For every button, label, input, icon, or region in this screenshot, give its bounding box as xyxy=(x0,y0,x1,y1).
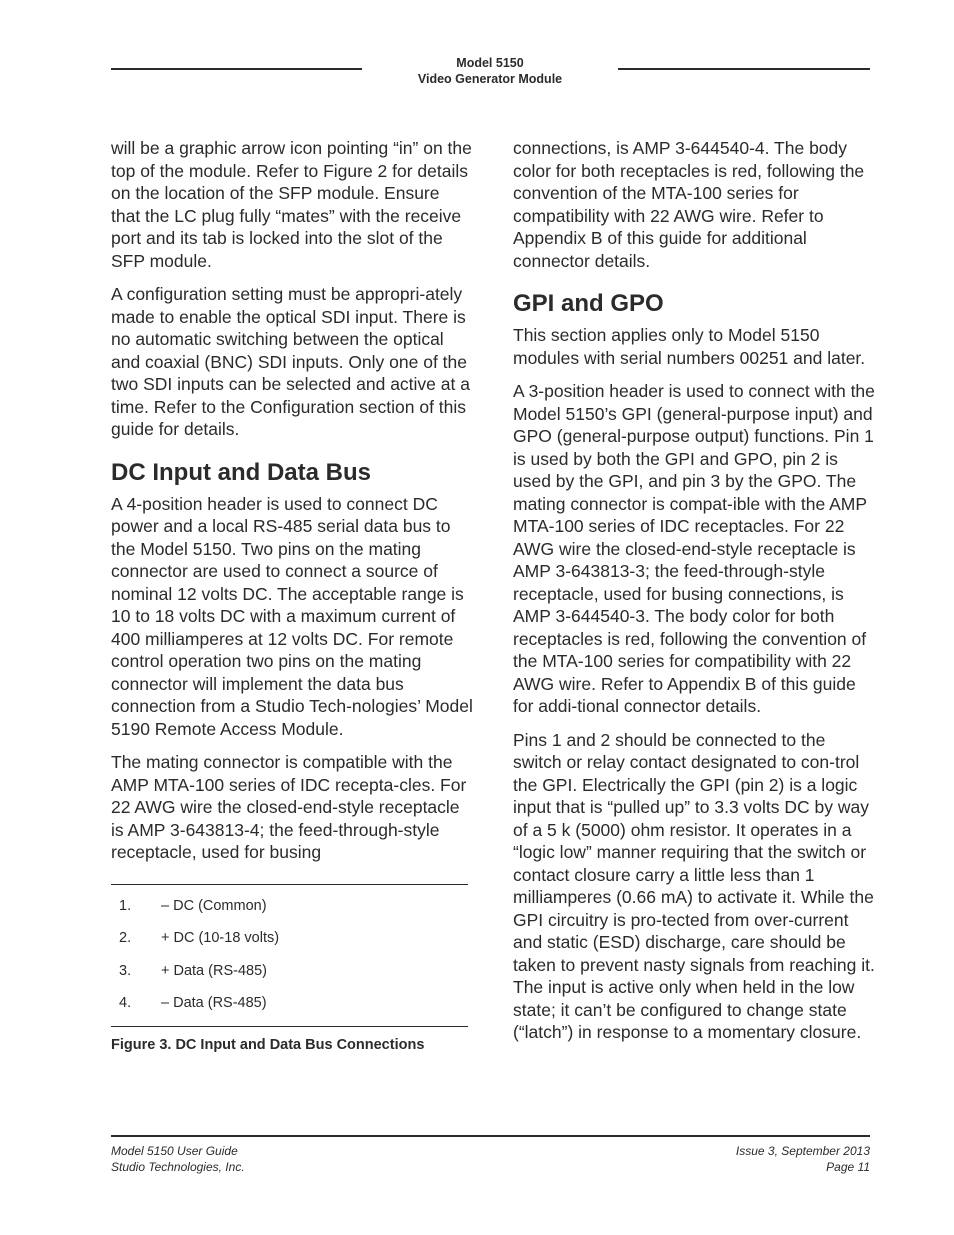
right-column xyxy=(513,137,875,1055)
footer-left xyxy=(111,1143,245,1175)
paragraph: A 3-position header is used to connect with the Model 5150’s GPI (general-purpose input) and GPO (general-purpose output) functions. Pin 1 is used by both the GPI and GPO, pin 2 is used by the GPI, and pin 3 by the GPO. The mating connector is compat-ible with the AMP MTA-100 series of IDC receptacles. For 22 AWG wire the closed-end-style receptacle is AMP 3-643813-3; the feed-through-style receptacle, used for busing connections, is AMP 3-644540-3. The body color for both receptacles is red, following the convention of the MTA-100 series for compatibility with 22 AWG wire. Refer to Appendix B of this guide for addi-tional connector details. xyxy=(513,381,875,716)
pinout-row xyxy=(111,890,468,923)
pinout-row xyxy=(111,922,468,955)
pinout-row xyxy=(111,955,468,988)
pinout-row xyxy=(111,987,468,1020)
left-column xyxy=(111,137,473,1055)
footer-company: Studio Technologies, Inc. xyxy=(111,1160,245,1174)
paragraph: Pins 1 and 2 should be connected to the switch or relay contact designated to con-trol the GPI. Electrically the GPI (pin 2) is a logic input that is “pulled up” to 3.3 volts DC by way of a 5 k (5000) ohm resistor. It operates in a “logic low” manner requiring that the switch or contact closure carry a little less than 1 milliamperes (0.66 mA) to activate it. While the GPI circuitry is pro-tected from over-current and static (ESD) discharge, care should be taken to prevent nasty signals from reaching it. The input is active only when held in the low state; it can’t be configured to change state (“latch”) in response to a momentary closure. xyxy=(513,729,875,1042)
pin-number: 1. xyxy=(119,897,132,914)
footer-right xyxy=(736,1143,870,1175)
section-heading-dc-input: DC Input and Data Bus xyxy=(111,458,372,486)
header-title: Video Generator Module xyxy=(417,72,563,86)
pin-number: 3. xyxy=(119,962,132,979)
figure-caption: Figure 3. DC Input and Data Bus Connections xyxy=(111,1036,425,1053)
pin-function: – Data (RS-485) xyxy=(161,995,267,1011)
paragraph: connections, is AMP 3-644540-4. The body color for both receptacles is red, following the convention of the MTA-100 series for compatibility with 22 AWG wire. Refer to Appendix B of this guide for additional connector details. xyxy=(513,138,865,271)
pin-number: 4. xyxy=(119,995,132,1011)
running-header xyxy=(362,55,618,87)
pin-function: – DC (Common) xyxy=(161,897,267,914)
paragraph: A 4-position header is used to connect DC power and a local RS-485 serial data bus to the Model 5150. Two pins on the mating connector are used to connect a source of nominal 12 volts DC. The acceptable range is 10 to 18 volts DC with a maximum current of 400 milliamperes at 12 volts DC. For remote control operation two pins on the mating connector will implement the data bus connection from a Studio Tech-nologies’ Model 5190 Remote Access Module. xyxy=(111,493,473,739)
header-rule-right xyxy=(618,68,870,70)
footer-rule xyxy=(111,1135,870,1137)
paragraph: A configuration setting must be appropri-ately made to enable the optical SDI input. There is no automatic switching between the optical and coaxial (BNC) SDI inputs. Only one of the two SDI inputs can be selected and active at a time. Refer to the Configuration section of this guide for details. xyxy=(111,284,470,439)
header-model: Model 5150 xyxy=(456,56,524,70)
pin-number: 2. xyxy=(119,930,132,946)
header-rule-left xyxy=(111,68,362,70)
footer-issue: Issue 3, September 2013 xyxy=(735,1144,870,1158)
pinout-table xyxy=(111,884,468,1027)
footer-page-number: Page 11 xyxy=(826,1160,870,1174)
paragraph: will be a graphic arrow icon pointing “in” on the top of the module. Refer to Figure 2 for details on the location of the SFP module. Ensure that the LC plug fully “mates” with the receive port and its tab is locked into the slot of the SFP module. xyxy=(111,138,472,271)
footer-guide-title: Model 5150 User Guide xyxy=(111,1144,238,1158)
paragraph: This section applies only to Model 5150 modules with serial numbers 00251 and later. xyxy=(513,325,866,368)
pin-function: + Data (RS-485) xyxy=(161,962,267,979)
paragraph: The mating connector is compatible with the AMP MTA-100 series of IDC recepta-cles. For 22 AWG wire the closed-end-style receptacle is AMP 3-643813-4; the feed-through-style receptacle, used for busing xyxy=(111,752,467,862)
pin-function: + DC (10-18 volts) xyxy=(161,930,280,946)
section-heading-gpi-gpo: GPI and GPO xyxy=(513,290,664,317)
